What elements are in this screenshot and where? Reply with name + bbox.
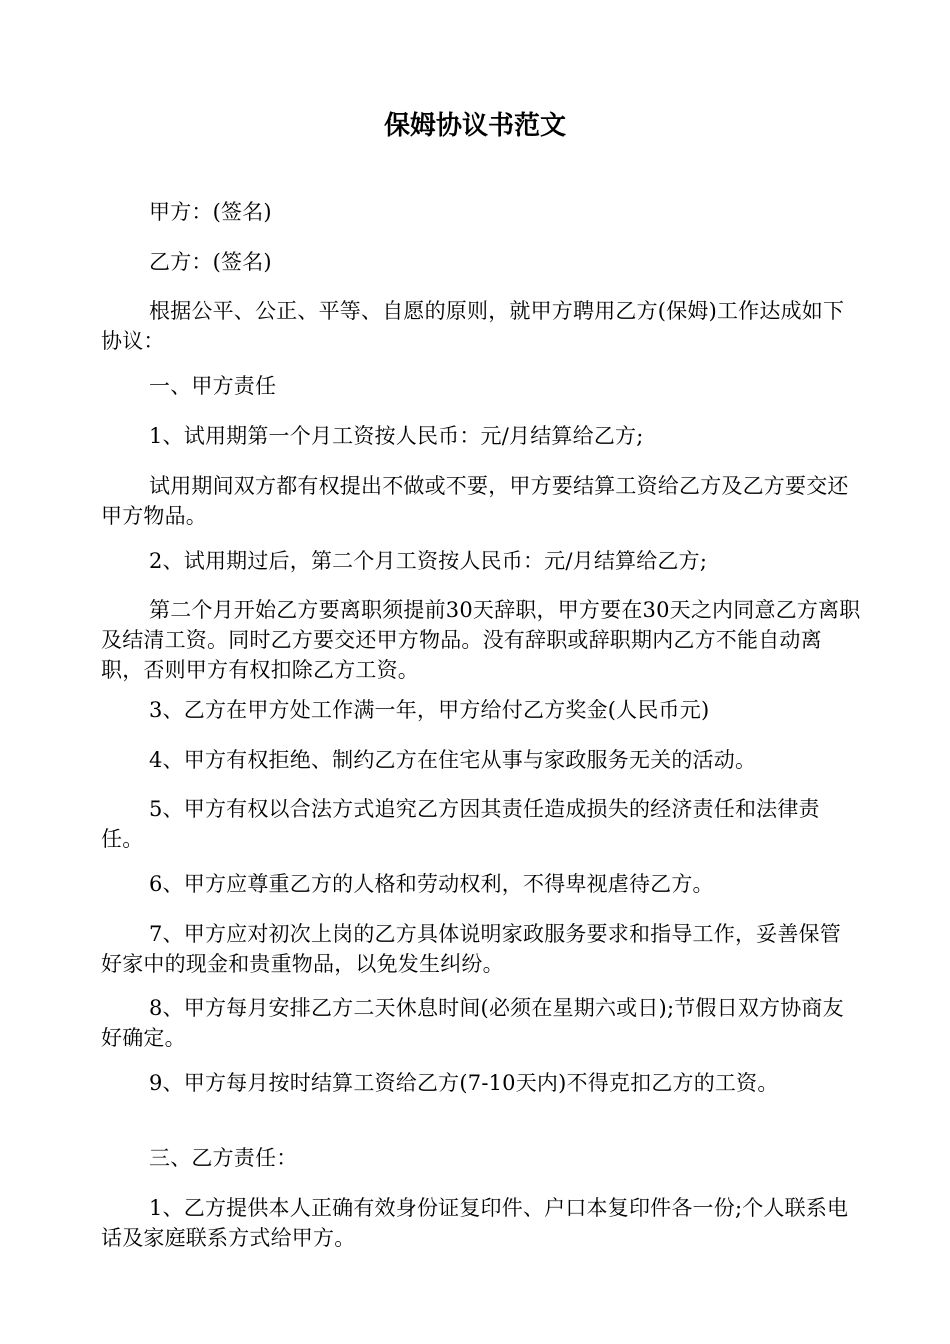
party-a-signature-line: 甲方：(签名) [149, 200, 272, 224]
clause-a-4: 4、甲方有权拒绝、制约乙方在住宅从事与家政服务无关的活动。 [149, 748, 757, 772]
clause-a-7: 7、甲方应对初次上岗的乙方具体说明家政服务要求和指导工作，妥善保管好家中的现金和贵重物品，以免发生纠纷。 [101, 922, 841, 976]
clause-a-1: 1、试用期第一个月工资按人民币：元/月结算给乙方; [149, 424, 644, 448]
preamble-paragraph: 根据公平、公正、平等、自愿的原则，就甲方聘用乙方(保姆)工作达成如下协议： [101, 299, 845, 353]
clause-a-9: 9、甲方每月按时结算工资给乙方(7-10天内)不得克扣乙方的工资。 [149, 1071, 779, 1095]
party-b-signature-line: 乙方：(签名) [149, 250, 272, 274]
clause-a-6: 6、甲方应尊重乙方的人格和劳动权利，不得卑视虐待乙方。 [149, 872, 714, 896]
section-heading-party-b: 三、乙方责任： [149, 1146, 298, 1170]
clause-a-8: 8、甲方每月安排乙方二天休息时间(必须在星期六或日);节假日双方协商友好确定。 [101, 996, 844, 1050]
clause-a-2-note: 第二个月开始乙方要离职须提前30天辞职，甲方要在30天之内同意乙方离职及结清工资。同时乙方要交还甲方物品。没有辞职或辞职期内乙方不能自动离职，否则甲方有权扣除乙方工资。 [101, 598, 861, 682]
clause-a-1-note: 试用期间双方都有权提出不做或不要，甲方要结算工资给乙方及乙方要交还甲方物品。 [101, 474, 849, 528]
section-heading-party-a: 一、甲方责任 [149, 374, 277, 398]
document-title: 保姆协议书范文 [383, 111, 566, 141]
clause-a-3: 3、乙方在甲方处工作满一年，甲方给付乙方奖金(人民币元) [149, 698, 710, 722]
clause-a-2: 2、试用期过后，第二个月工资按人民币：元/月结算给乙方; [149, 549, 708, 573]
clause-a-5: 5、甲方有权以合法方式追究乙方因其责任造成损失的经济责任和法律责任。 [101, 797, 820, 851]
clause-b-1: 1、乙方提供本人正确有效身份证复印件、户口本复印件各一份;个人联系电话及家庭联系方式给甲方。 [101, 1196, 849, 1250]
